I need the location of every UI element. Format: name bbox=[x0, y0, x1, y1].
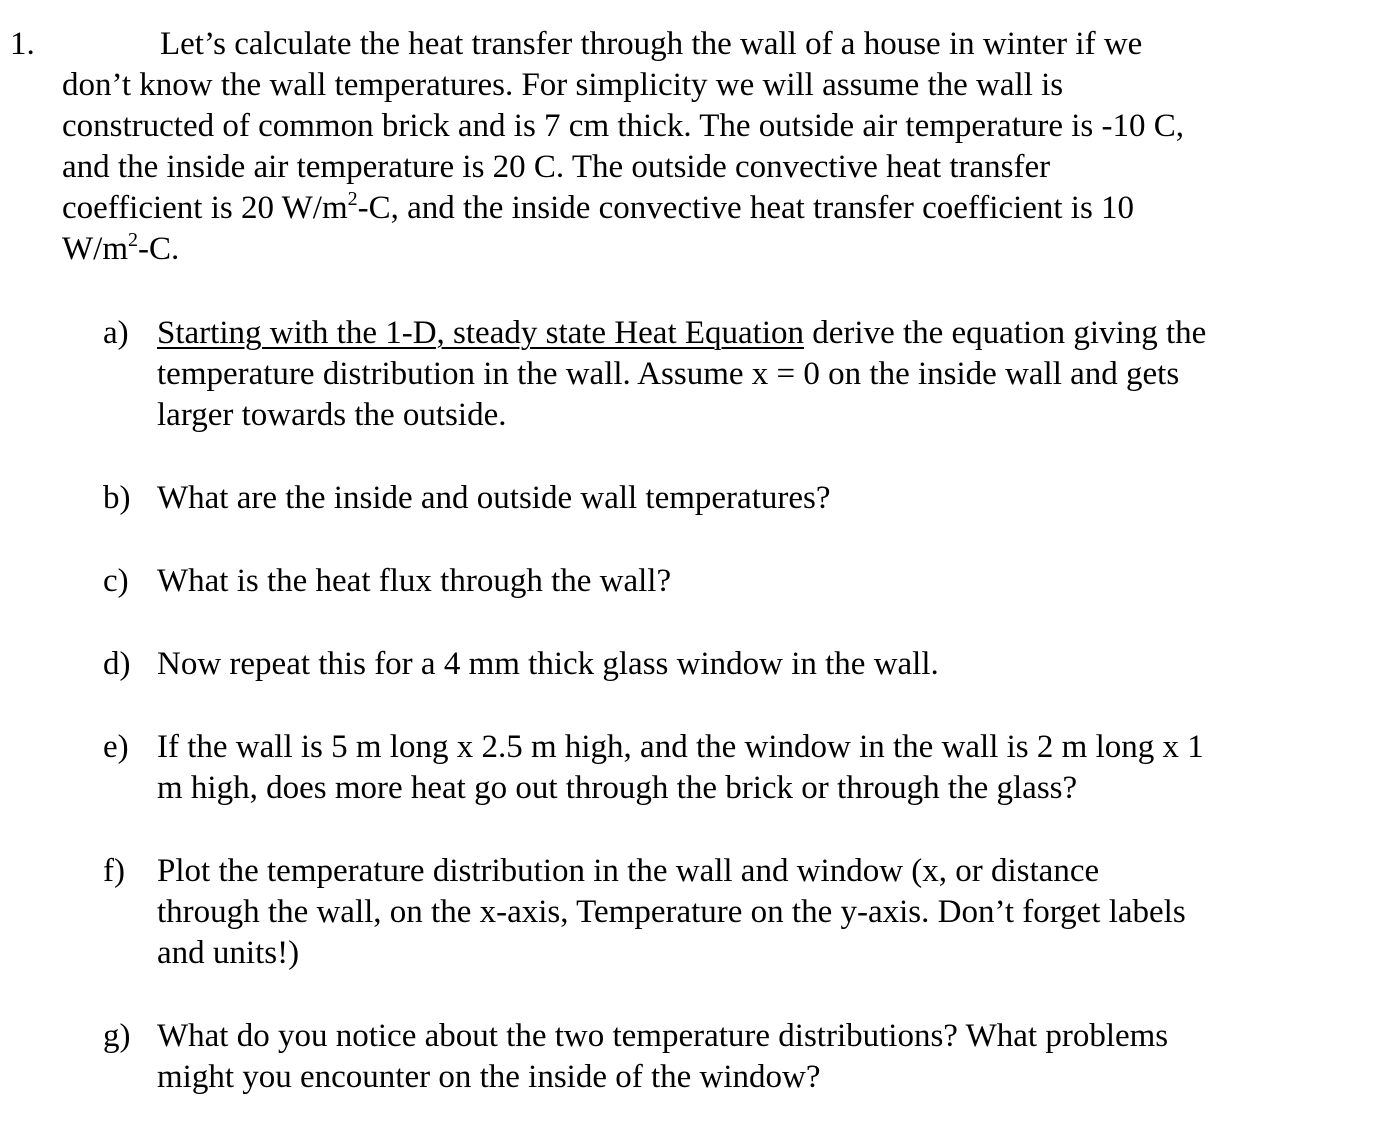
part-line: What is the heat flux through the wall? bbox=[157, 563, 672, 599]
intro-line bbox=[62, 229, 1312, 270]
part-label: g) bbox=[103, 1018, 131, 1054]
part-g bbox=[103, 1016, 1363, 1098]
part-line: might you encounter on the inside of the window? bbox=[157, 1059, 821, 1095]
part-f bbox=[103, 851, 1363, 974]
intro-line: don’t know the wall temperatures. For simplicity we will assume the wall is bbox=[62, 67, 1064, 103]
part-label: d) bbox=[103, 646, 131, 682]
part-line: If the wall is 5 m long x 2.5 m high, and the window in the wall is 2 m long x 1 bbox=[157, 729, 1204, 765]
part-label: c) bbox=[103, 563, 129, 599]
problem-intro bbox=[62, 24, 1312, 270]
part-line: temperature distribution in the wall. Assume x = 0 on the inside wall and gets bbox=[157, 356, 1180, 392]
part-line: m high, does more heat go out through the brick or through the glass? bbox=[157, 770, 1078, 806]
superscript: 2 bbox=[347, 188, 358, 210]
part-text: derive the equation giving the bbox=[804, 315, 1207, 351]
part-line: and units!) bbox=[157, 935, 300, 971]
intro-text: -C. bbox=[137, 231, 180, 267]
intro-text: W/m bbox=[62, 231, 128, 267]
part-c bbox=[103, 561, 1363, 602]
part-e bbox=[103, 727, 1363, 809]
part-d bbox=[103, 644, 1363, 685]
part-line: What do you notice about the two temperature distributions? What problems bbox=[157, 1018, 1169, 1054]
problem-number: 1. bbox=[10, 26, 35, 62]
intro-text: -C, and the inside convective heat transfer coefficient is 10 bbox=[357, 190, 1135, 226]
part-line: Plot the temperature distribution in the wall and window (x, or distance bbox=[157, 853, 1100, 889]
part-a bbox=[103, 313, 1363, 436]
intro-line bbox=[62, 188, 1312, 229]
part-line bbox=[157, 313, 1363, 354]
underlined-phrase: Starting with the 1-D, steady state Heat Equation bbox=[157, 315, 805, 351]
part-label: b) bbox=[103, 480, 131, 516]
part-line: What are the inside and outside wall temperatures? bbox=[157, 480, 831, 516]
part-label: f) bbox=[103, 853, 125, 889]
intro-line: Let’s calculate the heat transfer through the wall of a house in winter if we bbox=[160, 26, 1143, 62]
superscript: 2 bbox=[127, 229, 138, 251]
part-line: larger towards the outside. bbox=[157, 397, 507, 433]
intro-line: and the inside air temperature is 20 C. The outside convective heat transfer bbox=[62, 149, 1051, 185]
intro-text: coefficient is 20 W/m bbox=[62, 190, 348, 226]
intro-line: constructed of common brick and is 7 cm thick. The outside air temperature is -10 C, bbox=[62, 108, 1185, 144]
part-label: a) bbox=[103, 315, 129, 351]
part-line: Now repeat this for a 4 mm thick glass window in the wall. bbox=[157, 646, 939, 682]
part-b bbox=[103, 478, 1363, 519]
part-label: e) bbox=[103, 729, 129, 765]
part-line: through the wall, on the x-axis, Temperature on the y-axis. Don’t forget labels bbox=[157, 894, 1186, 930]
